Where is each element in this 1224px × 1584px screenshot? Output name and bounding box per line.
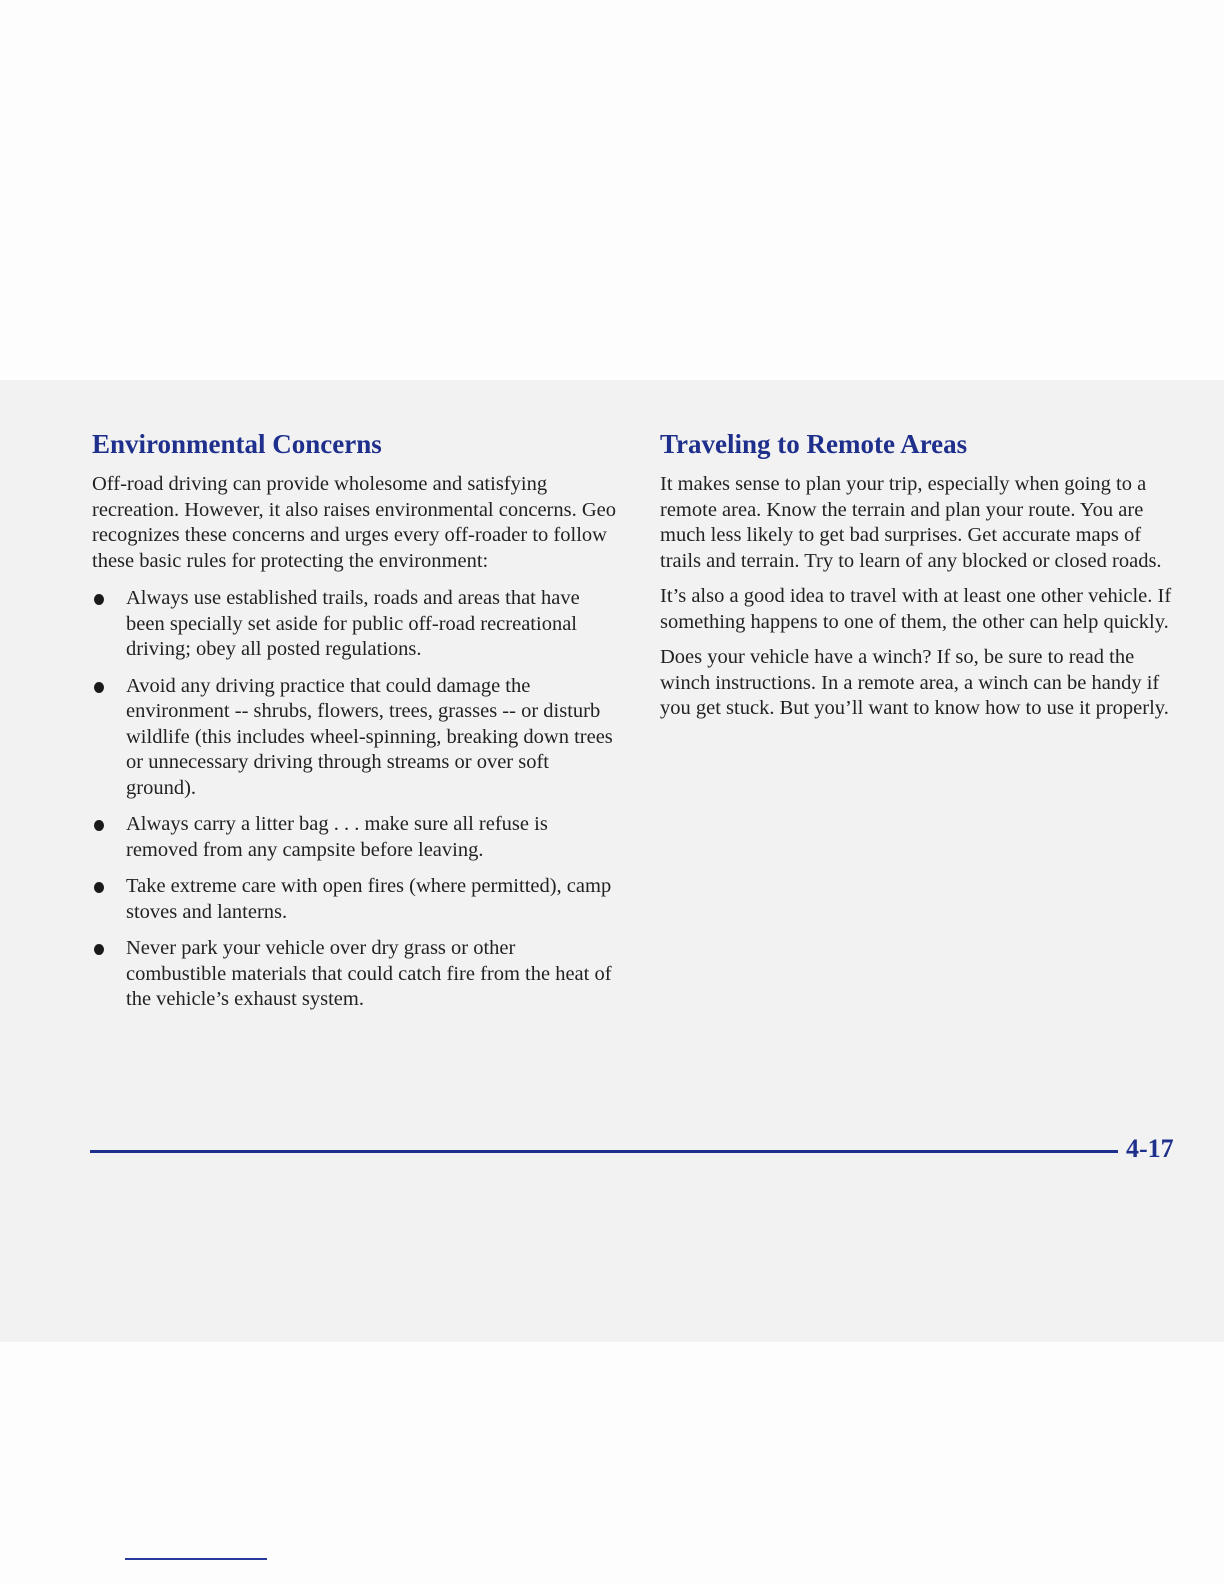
list-item-text: Never park your vehicle over dry grass or other combustible materials that could catch fire from the heat of the vehicle’s exhaust system. bbox=[126, 937, 612, 1010]
list-item bbox=[92, 674, 620, 802]
list-item-text: Always use established trails, roads and areas that have been specially set aside for public off-road recreational driving; obey all posted regulations. bbox=[126, 587, 580, 660]
paragraph: It’s also a good idea to travel with at least one other vehicle. If something happens to one of them, the other can help quickly. bbox=[660, 585, 1172, 633]
list-item bbox=[92, 936, 620, 1013]
footer-rule bbox=[90, 1150, 1118, 1153]
rules-list bbox=[92, 586, 620, 1013]
bullet-icon bbox=[94, 594, 104, 605]
section-heading: Environmental Concerns bbox=[92, 429, 382, 459]
list-item bbox=[92, 586, 620, 663]
list-item-text: Take extreme care with open fires (where permitted), camp stoves and lanterns. bbox=[126, 875, 612, 923]
list-item bbox=[92, 874, 620, 925]
paragraph: Does your vehicle have a winch? If so, be sure to read the winch instructions. In a remote area, a winch can be handy if you get stuck. But you’ll want to know how to use it properly. bbox=[660, 646, 1169, 719]
list-item-text: Always carry a litter bag . . . make sure all refuse is removed from any campsite before leaving. bbox=[126, 813, 548, 861]
bullet-icon bbox=[94, 944, 104, 955]
footer-link-underline[interactable] bbox=[125, 1558, 267, 1560]
environmental-concerns-section bbox=[92, 428, 620, 1024]
page-number: 4-17 bbox=[1126, 1134, 1174, 1163]
bullet-icon bbox=[94, 882, 104, 893]
paragraph: It makes sense to plan your trip, especially when going to a remote area. Know the terrain and plan your route. You are much less likely to get bad surprises. Get accurate maps of trails and terrain. Try to learn of any blocked or closed roads. bbox=[660, 473, 1162, 572]
section-heading: Traveling to Remote Areas bbox=[660, 429, 968, 459]
bullet-icon bbox=[94, 682, 104, 693]
intro-paragraph: Off-road driving can provide wholesome and satisfying recreation. However, it also raises environmental concerns. Geo recognizes these concerns and urges every off-roader to follow these basic rules for protecting the environment: bbox=[92, 473, 617, 572]
bullet-icon bbox=[94, 820, 104, 831]
list-item bbox=[92, 812, 620, 863]
remote-areas-section bbox=[660, 428, 1180, 732]
list-item-text: Avoid any driving practice that could damage the environment -- shrubs, flowers, trees, grasses -- or disturb wildlife (this includes wheel-spinning, breaking down trees or unnecessary driving through streams or over soft ground). bbox=[126, 674, 613, 799]
